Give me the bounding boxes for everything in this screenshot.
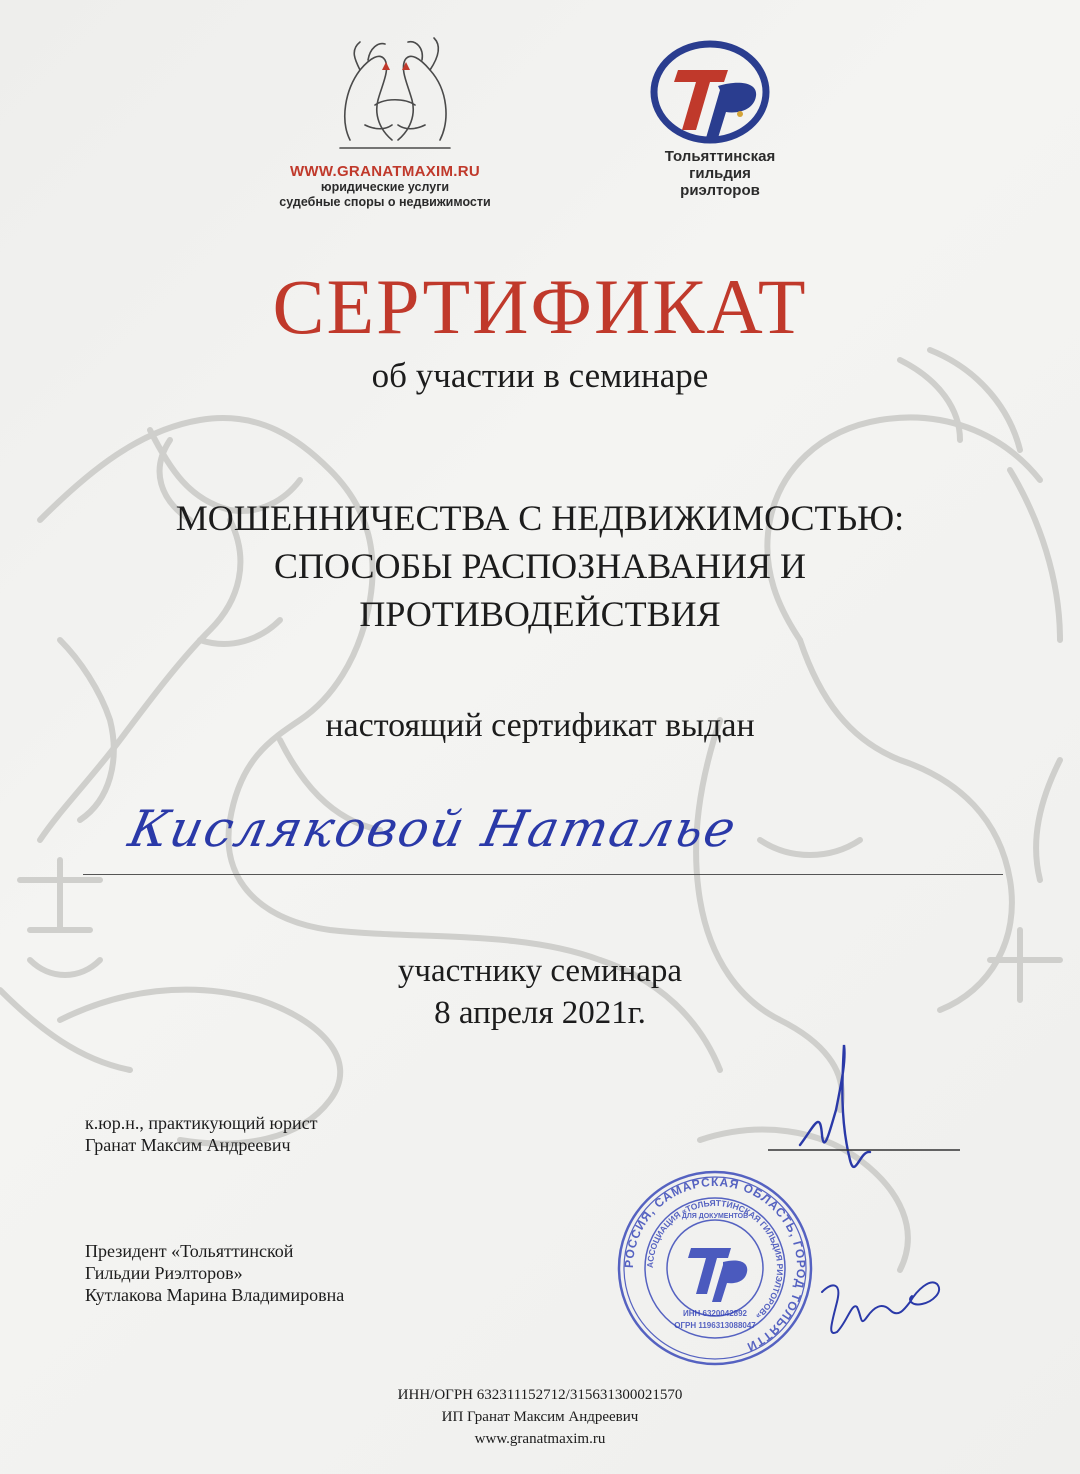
- signer-2-title-1: Президент «Тольяттинской: [85, 1241, 294, 1261]
- seminar-date: 8 апреля 2021г.: [434, 995, 646, 1031]
- guild-line-1: Тольяттинская: [664, 148, 776, 165]
- signer-2-block: [85, 1240, 344, 1306]
- footer-website: www.granatmaxim.ru: [474, 1431, 606, 1447]
- seminar-title: [60, 494, 1020, 638]
- guild-line-2: гильдия: [689, 165, 751, 182]
- signature-2: [812, 1262, 962, 1352]
- issued-to-label: настоящий сертификат выдан: [325, 707, 755, 744]
- granatmaxim-logo-text: [250, 163, 520, 210]
- organization-stamp: [615, 1168, 815, 1368]
- stamp-monogram-icon: [688, 1248, 747, 1302]
- footer-company: ИП Гранат Максим Андреевич: [441, 1409, 639, 1425]
- signer-2-name: Кутлакова Марина Владимировна: [85, 1285, 345, 1305]
- stamp-inn: ИНН 6320042892: [682, 1309, 748, 1318]
- stamp-extra: ДЛЯ ДОКУМЕНТОВ: [681, 1213, 749, 1220]
- participant-block: [0, 950, 1080, 1034]
- certificate-subtitle: об участии в семинаре: [371, 356, 709, 395]
- footer-inn-ogrn: ИНН/ОГРН 632311152712/315631300021570: [397, 1387, 683, 1403]
- tr-guild-logo: [648, 40, 776, 145]
- signer-2-title-2: Гильдии Риэлторов»: [85, 1263, 243, 1283]
- footer: [0, 1384, 1080, 1450]
- stamp-ogrn: ОГРН 1196313088047: [674, 1321, 756, 1330]
- recipient-name-handwritten: Кисляковой Наталье: [123, 800, 743, 858]
- logo-tagline-2: судебные споры о недвижимости: [279, 195, 491, 209]
- guild-logo-text: [620, 148, 820, 199]
- stamp-ring-text: РОССИЯ, САМАРСКАЯ ОБЛАСТЬ, ГОРОД ТОЛЬЯТТИ: [621, 1174, 809, 1355]
- participant-role: участнику семинара: [397, 953, 683, 989]
- signer-1-name: Гранат Максим Андреевич: [85, 1135, 291, 1155]
- seminar-title-line-3: ПРОТИВОДЕЙСТВИЯ: [359, 594, 721, 634]
- signer-1-title: к.юр.н., практикующий юрист: [85, 1113, 318, 1133]
- lion-unicorn-emblem-logo: [330, 30, 460, 155]
- signer-1-block: [85, 1112, 317, 1156]
- certificate-title: СЕРТИФИКАТ: [272, 263, 808, 350]
- logo-tagline-1: юридические услуги: [320, 180, 450, 194]
- seminar-title-line-2: СПОСОБЫ РАСПОЗНАВАНИЯ И: [274, 546, 806, 586]
- name-underline: [83, 874, 1003, 875]
- logo-url: WWW.GRANATMAXIM.RU: [289, 163, 481, 180]
- seminar-title-line-1: МОШЕННИЧЕСТВА С НЕДВИЖИМОСТЬЮ:: [175, 498, 905, 538]
- guild-line-3: риэлторов: [680, 182, 760, 199]
- stamp-inner-text: АССОЦИАЦИЯ «ТОЛЬЯТТИНСКАЯ ГИЛЬДИЯ РИЭЛТОРОВ»: [644, 1197, 786, 1322]
